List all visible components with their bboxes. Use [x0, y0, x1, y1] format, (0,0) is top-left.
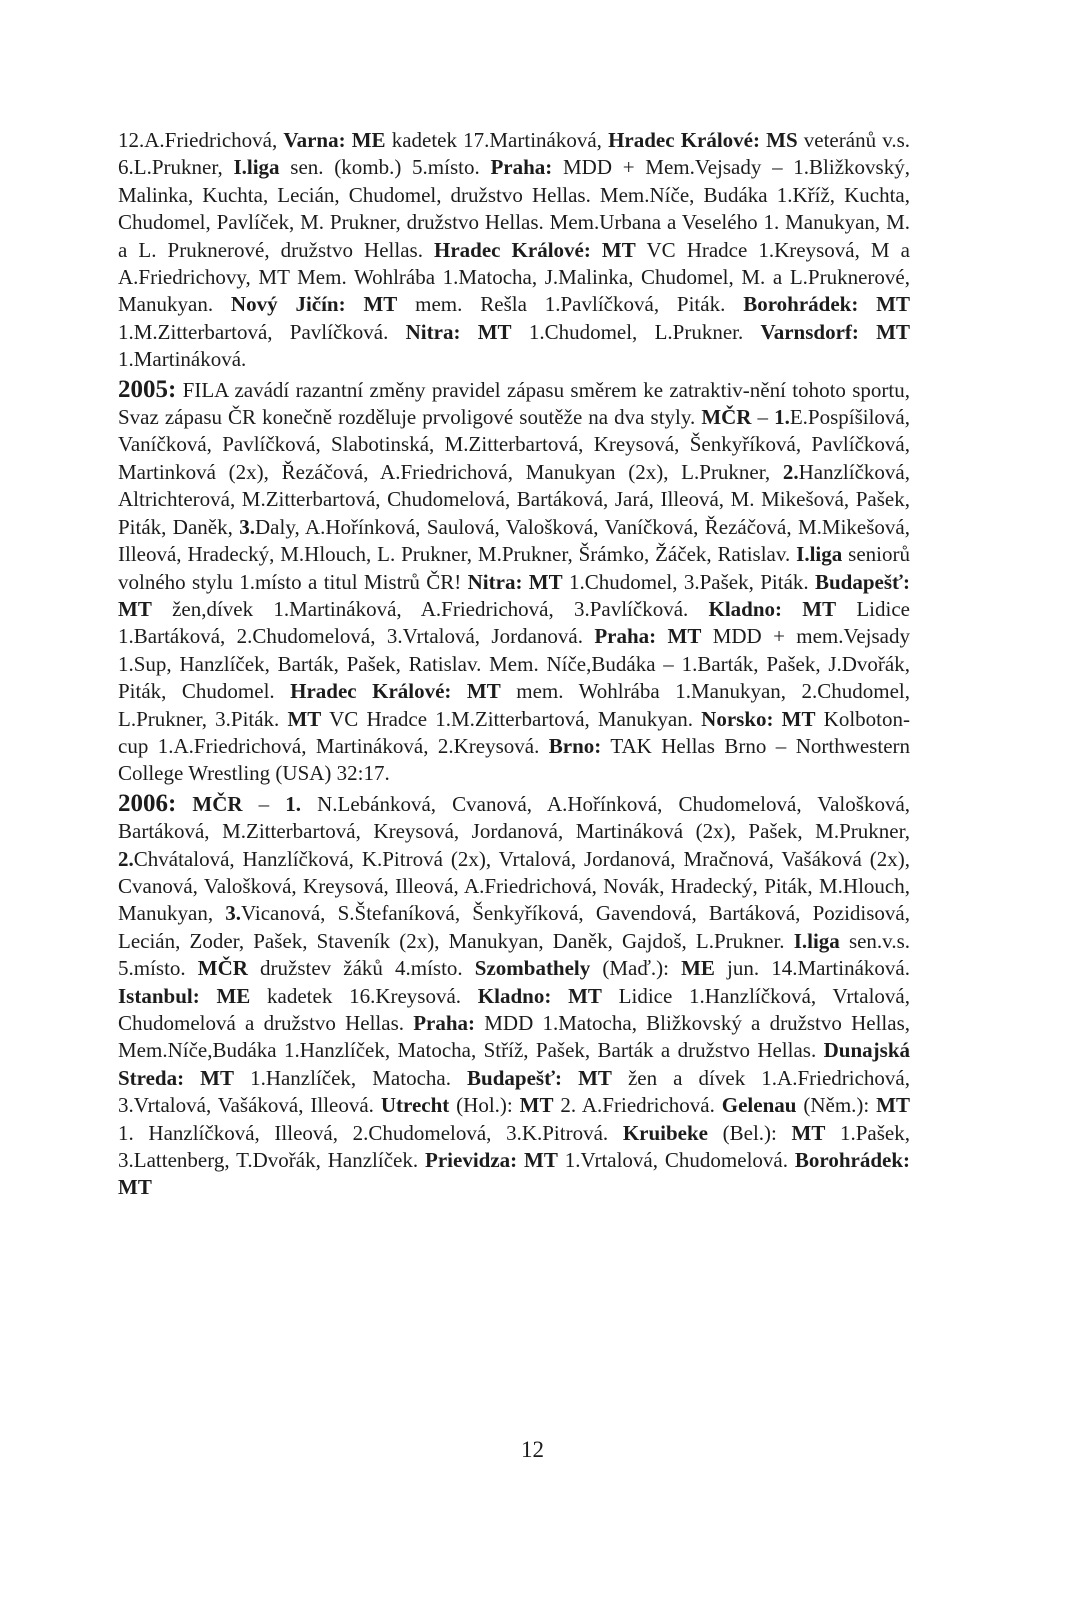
document-body [118, 127, 910, 1202]
text-run: (Bel.): [707, 1120, 792, 1145]
bold-text: Budapešť: MT [467, 1065, 612, 1090]
text-run: jun. 14.Martináková. [714, 956, 910, 981]
bold-text: Brno: [548, 733, 602, 758]
bold-text: MČR [701, 405, 752, 430]
bold-text: I.liga [793, 928, 840, 953]
text-run: 2. A.Friedrichová. [553, 1093, 722, 1118]
text-run: TAK Hellas Brno – Northwestern College Wrestling (USA) 32:17. [118, 733, 911, 786]
bold-text: Gelenau [721, 1093, 797, 1118]
bold-text: MČR [197, 956, 248, 981]
bold-text: Hradec Králové: MT [290, 679, 501, 704]
bold-text: Praha: [413, 1011, 476, 1035]
bold-text: MČR [192, 791, 243, 816]
paragraph-2006 [118, 790, 910, 1202]
text-run: sen. (komb.) 5.místo. [279, 155, 491, 180]
text-run: Lidice 1.Bartáková, 2.Chudomelová, 3.Vrtalová, Jordanová. [118, 596, 910, 649]
text-run: mem. Rešla 1.Pavlíčková, Piták. [397, 292, 744, 317]
text-run: N.Lebánková, Cvanová, A.Hořínková, Chudomelová, Valošková, Bartáková, M.Zitterbartová, Kreysová, Jordanová, Martináková (2x), Pašek, M.Prukner, [118, 791, 911, 844]
bold-text: Praha: MT [594, 624, 702, 649]
text-run: FILA zavádí razantní změny pravidel zápasu směrem ke zatraktiv-nění tohoto sportu, Svaz zápasu ČR konečně rozděluje prvoligové soutěže na dva styly. [118, 377, 910, 430]
bold-text: Kladno: MT [708, 596, 837, 621]
text-run: 1.M.Zitterbartová, Pavlíčková. [118, 319, 406, 344]
bold-text: Nový Jičín: MT [230, 292, 398, 317]
bold-text: ME [681, 956, 715, 981]
bold-text: Hradec Králové: MT [434, 237, 636, 262]
text-run: Kolboton-cup 1.A.Friedrichová, Martináková, 2.Kreysová. [118, 706, 910, 758]
text-run: MDD 1.Matocha, Bližkovský a družstvo Hellas, Mem.Níče,Budáka 1.Hanzlíček, Matocha, Stříž, Pašek, Barták a družstvo Hellas. [118, 1011, 911, 1063]
text-run: 1.Pašek, 3.Lattenberg, T.Dvořák, Hanzlíček. [118, 1120, 910, 1173]
text-run: 1.Chudomel, L.Prukner. [511, 319, 761, 344]
text-run: 1.Vrtalová, Chudomelová. [557, 1148, 795, 1173]
text-run: E.Pospíšilová, Vaníčková, Pavlíčková, Slabotinská, M.Zitterbartová, Kreysová, Šenkyříková, Pavlíčková, Martinková (2x), Řezáčová, A.Friedrichová, Manukyan (2x), L.Prukner, [118, 405, 910, 484]
text-run: VC Hradce 1.Kreysová, M a A.Friedrichovy, MT Mem. Wohlrába 1.Matocha, J.Malinka, Chudomel, M. a L.Pruknerové, Manukyan. [118, 237, 910, 317]
bold-text: Norsko: MT [701, 706, 816, 731]
text-run: mem. Wohlrába 1.Manukyan, 2.Chudomel, L.Prukner, 3.Piták. [118, 679, 910, 731]
text-run: žen,dívek 1.Martináková, A.Friedrichová, 3.Pavlíčková. [151, 596, 709, 621]
bold-text: 2. [118, 846, 134, 871]
year-heading: 2005: [118, 375, 177, 403]
paragraph-2004-continued [118, 127, 910, 374]
bold-text: Kladno: MT [477, 983, 602, 1008]
text-run: sen.v.s. 5.místo. [118, 928, 910, 981]
bold-text: MT [519, 1093, 554, 1118]
bold-text: Istanbul: ME [118, 983, 251, 1008]
bold-text: 1. [285, 791, 301, 816]
bold-text: Nitra: MT [405, 319, 512, 344]
bold-text: 3. [225, 901, 241, 926]
bold-text: MT [791, 1120, 826, 1145]
bold-text: Borohrádek: MT [118, 1148, 910, 1200]
text-run: MDD + Mem.Vejsady – 1.Bližkovský, Malinka, Kuchta, Lecián, Chudomel, družstvo Hellas. Mem.Níče, Budáka 1.Kříž, Kuchta, Chudomel, Pavlíček, M. Prukner, družstvo Hellas. Mem.Urbana a Veselého 1. Manukyan, M. a L. Pruknerové, družstvo Hellas. [118, 155, 910, 262]
bold-text: Hradec Králové: MS [608, 128, 798, 152]
bold-text: Szombathely [474, 956, 591, 981]
bold-text: Utrecht [380, 1093, 450, 1118]
bold-text: 2. [782, 459, 799, 484]
bold-text: I.liga [796, 542, 843, 567]
page-number: 12 [521, 1437, 544, 1462]
bold-text: MT [287, 706, 322, 731]
text-run: (Něm.): [796, 1093, 877, 1118]
bold-text: Varna: ME [283, 128, 386, 152]
text-run: 12.A.Friedrichová, [118, 128, 284, 152]
bold-text: 3. [239, 514, 256, 539]
text-run: Chvátalová, Hanzlíčková, K.Pitrová (2x), Vrtalová, Jordanová, Mračnová, Vašáková (2x), Cvanová, Valošková, Kreysová, Illeová, A.Friedrichová, Novák, Hradecký, Piták, M.Hlouch, Manukyan, [118, 846, 910, 926]
text-run: 1.Martináková. [118, 347, 247, 372]
text-run: 1.Chudomel, 3.Pašek, Piták. [562, 569, 815, 594]
bold-text: Nitra: MT [467, 569, 563, 594]
bold-text: Borohrádek: MT [743, 292, 911, 317]
text-run: (Hol.): [449, 1093, 520, 1118]
bold-text: Dunajská Streda: MT [118, 1038, 910, 1090]
text-run: MDD + mem.Vejsady 1.Sup, Hanzlíček, Barták, Pašek, Ratislav. Mem. Níče,Budáka – 1.Barták, Pašek, J.Dvořák, Piták, Chudomel. [118, 624, 910, 704]
bold-text: Praha: [490, 155, 553, 180]
text-run: veteránů v.s. 6.L.Prukner, [118, 128, 911, 180]
text-run [176, 792, 192, 816]
year-heading: 2006: [118, 789, 177, 817]
text-run: Hanzlíčková, Altrichterová, M.Zitterbartová, Chudomelová, Bartáková, Jará, Illeová, M. Mikešová, Pašek, Piták, Daněk, [118, 459, 910, 539]
text-run: (Maď.): [590, 956, 682, 981]
text-run: Daly, A.Hořínková, Saulová, Valošková, Vaníčková, Řezáčová, M.Mikešová, Illeová, Hradecký, M.Hlouch, L. Prukner, M.Prukner, Šrámko, Žáček, Ratislav. [118, 514, 910, 567]
text-run: – [751, 405, 775, 430]
text-run: 1.Hanzlíček, Matocha. [234, 1065, 468, 1090]
bold-text: Kruibeke [622, 1120, 708, 1145]
bold-text: MT [876, 1093, 910, 1118]
text-run: Lidice 1.Hanzlíčková, Vrtalová, Chudomelová a družstvo Hellas. [118, 983, 910, 1035]
text-run: kadetek 16.Kreysová. [250, 983, 478, 1008]
text-run: kadetek 17.Martináková, [385, 128, 609, 152]
bold-text: Prievidza: MT [425, 1148, 558, 1173]
text-run: VC Hradce 1.M.Zitterbartová, Manukyan. [321, 706, 702, 731]
text-run: 1. Hanzlíčková, Illeová, 2.Chudomelová, 3.K.Pitrová. [118, 1120, 623, 1145]
text-run: žen a dívek 1.A.Friedrichová, 3.Vrtalová, Vašáková, Illeová. [118, 1065, 910, 1118]
text-run: seniorů volného stylu 1.místo a titul Mistrů ČR! [118, 542, 910, 594]
text-run: Vicanová, S.Štefaníková, Šenkyříková, Gavendová, Bartáková, Pozidisová, Lecián, Zoder, Pašek, Staveník (2x), Manukyan, Daněk, Gajdoš, L.Prukner. [118, 901, 910, 953]
paragraph-2005 [118, 376, 910, 788]
text-run: družstev žáků 4.místo. [247, 956, 475, 981]
bold-text: I.liga [233, 155, 280, 180]
text-run: – [242, 791, 286, 816]
bold-text: Varnsdorf: MT [760, 319, 910, 344]
bold-text: Budapešť: MT [118, 569, 910, 621]
bold-text: 1. [774, 405, 790, 430]
